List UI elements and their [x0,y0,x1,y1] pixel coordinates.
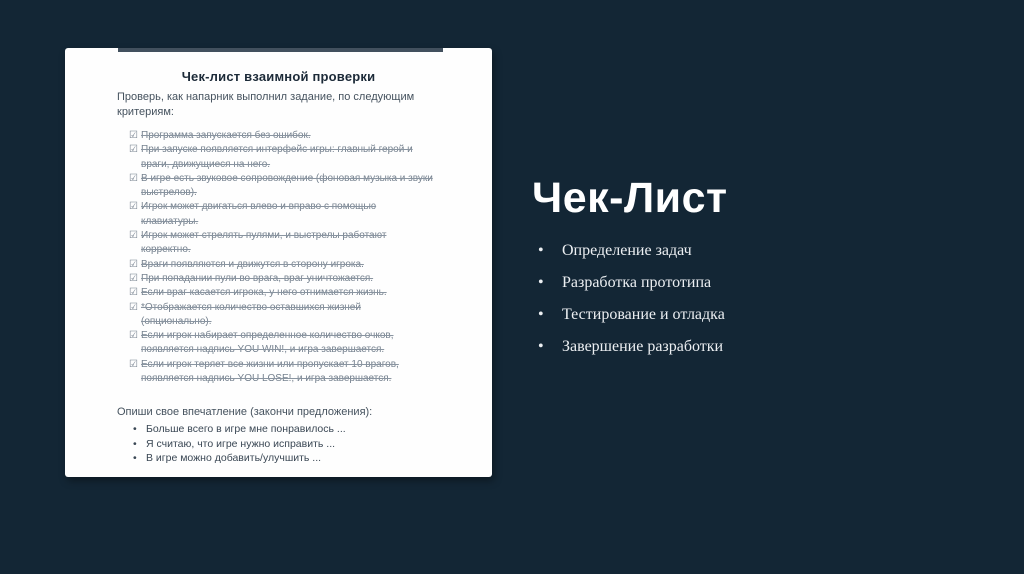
checked-checkbox-icon: ☑ [129,258,138,270]
checklist-item-text: Враги появляются и движутся в сторону игрока. [141,258,364,270]
impression-list [133,422,447,466]
checklist-item [129,286,441,300]
checklist-item [129,172,441,201]
checked-checkbox-icon: ☑ [129,358,138,370]
agenda-list-item: • Разработка прототипа [538,273,725,292]
impression-list-item: • Больше всего в игре мне понравилось ... [133,422,447,437]
checklist-items [129,129,441,386]
checklist-item-text: Если враг касается игрока, у него отнимается жизнь. [141,287,387,299]
checklist-item-text: Если игрок набирает определенное количество очков, появляется надпись YOU WIN!, и игра завершается. [141,330,394,356]
impression-list-item: • Я считаю, что игре нужно исправить ... [133,437,447,452]
agenda-list-item: • Тестирование и отладка [538,305,725,324]
checklist-item-text: Игрок может стрелять пулями, и выстрелы работают корректно. [141,230,387,256]
checklist-document-title: Чек-лист взаимной проверки [181,69,376,84]
checklist-item [129,301,441,330]
checklist-item-text: В игре есть звуковое сопровождение (фоновая музыка и звуки выстрелов). [141,172,433,199]
checklist-item-text: При запуске появляется интерфейс игры: главный герой и враги, движущиеся на него. [141,144,413,170]
checklist-item [129,329,441,358]
checked-checkbox-icon: ☑ [129,230,138,242]
checklist-item [129,200,441,229]
checklist-intro-text: Проверь, как напарник выполнил задание, по следующим критериям: [117,91,415,118]
checklist-item-text: Программа запускается без ошибок. [141,130,311,141]
checklist-document-card [65,48,492,477]
checklist-item [129,143,441,172]
checked-checkbox-icon: ☑ [129,144,138,156]
checklist-item [129,272,441,286]
checked-checkbox-icon: ☑ [129,201,138,213]
agenda-list-item: • Завершение разработки [538,337,725,356]
checked-checkbox-icon: ☑ [129,130,138,141]
checklist-item [129,229,441,258]
agenda-list-item: • Определение задач [538,241,725,260]
agenda-list [538,241,725,369]
checklist-item [129,358,441,387]
checklist-item [129,258,441,272]
checked-checkbox-icon: ☑ [129,330,138,342]
impression-section [117,406,447,466]
checklist-item-text: Игрок может двигаться влево и вправо с помощью клавиатуры. [141,201,377,227]
impression-heading: Опиши свое впечатление (закончи предложения): [117,406,373,418]
checked-checkbox-icon: ☑ [129,272,138,284]
checklist-item-text: При попадании пули во врага, враг уничтожается. [141,272,374,284]
checked-checkbox-icon: ☑ [129,301,138,313]
checklist-item-text: Если игрок теряет все жизни или пропускает 10 врагов, появляется надпись YOU LOSE!, и игра завершается. [141,358,399,385]
document-top-strip [118,48,443,52]
checklist-item-text: *Отображается количество оставшихся жизней (опционально). [141,301,361,327]
checked-checkbox-icon: ☑ [129,172,138,184]
impression-list-item: • В игре можно добавить/улучшить ... [133,451,447,466]
slide-title: Чек-Лист [532,174,728,222]
checklist-item [129,129,441,143]
checked-checkbox-icon: ☑ [129,287,138,299]
